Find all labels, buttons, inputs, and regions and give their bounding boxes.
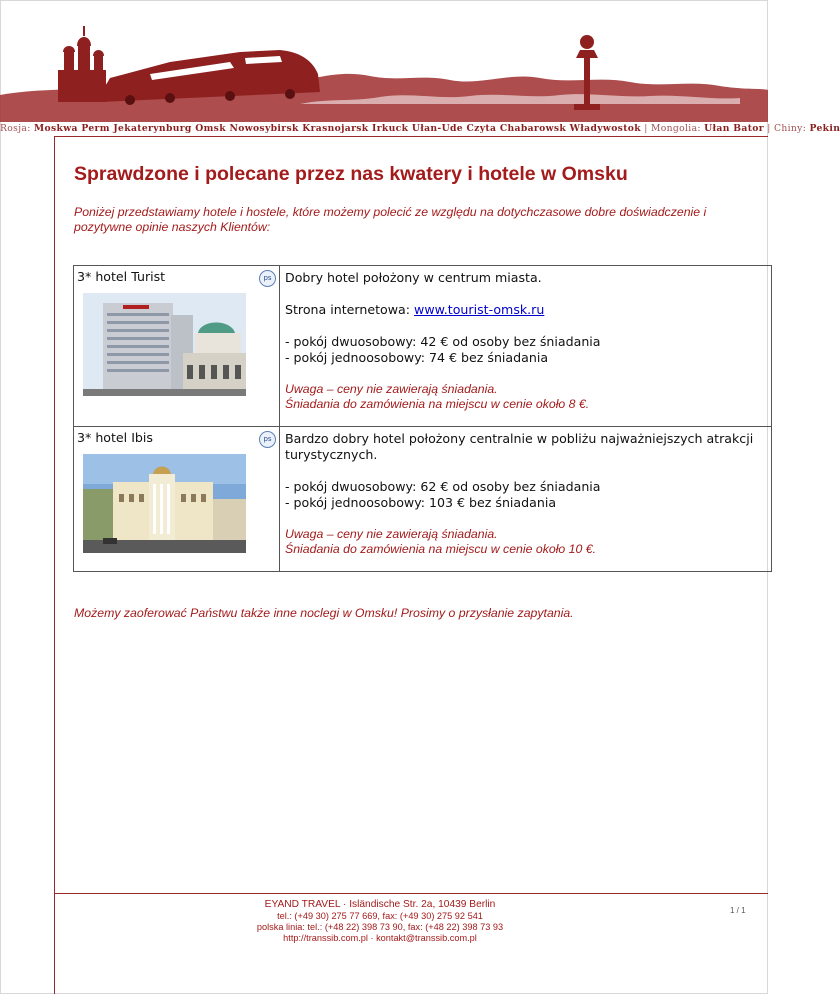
price-double: - pokój dwuosobowy: 62 € od osoby bez śniadania xyxy=(285,479,601,494)
price-note: Uwaga – ceny nie zawierają śniadania. xyxy=(285,527,498,541)
train-icon xyxy=(100,50,320,105)
hotel-name-cell xyxy=(74,427,280,572)
breakfast-note: Śniadania do zamówienia na miejscu w cenie około 8 €. xyxy=(285,397,590,411)
route-mongolia-label: Mongolia: xyxy=(651,123,701,134)
price-single: - pokój jednoosobowy: 103 € bez śniadania xyxy=(285,495,557,510)
ps-badge-icon: ps xyxy=(259,431,276,448)
hotel-website-line xyxy=(285,302,763,318)
hotel-website-link[interactable]: www.tourist-omsk.ru xyxy=(414,302,545,317)
banner-illustration xyxy=(0,0,768,122)
header-banner xyxy=(0,0,768,122)
hotel-summary: Bardzo dobry hotel położony centralnie w pobliżu najważniejszych atrakcji turystycznych. xyxy=(285,431,754,462)
route-bar xyxy=(0,122,840,135)
hotel-description xyxy=(285,270,763,412)
route-china-label: Chiny: xyxy=(773,123,807,134)
intro-text: Poniżej przedstawiamy hotele i hostele, które możemy polecić ze względu na dotychczasowe dobre doświadczenie i pozytywne opinie naszych Klientów: xyxy=(74,205,707,234)
hotel-description xyxy=(285,431,763,557)
breakfast-note: Śniadania do zamówienia na miejscu w cenie około 10 €. xyxy=(285,542,597,556)
website-label: Strona internetowa: xyxy=(285,302,410,317)
route-russia-label: Rosja: xyxy=(0,123,31,134)
route-china-cities: Pekin xyxy=(809,123,840,134)
page-number: 1 / 1 xyxy=(730,906,746,915)
hotel-name: 3* hotel Ibis xyxy=(77,430,153,445)
route-russia-cities: Moskwa Perm Jekaterynburg Omsk Nowosybirsk Krasnojarsk Irkuck Ułan-Ude Czyta Chabarowsk Władywostok xyxy=(33,123,641,134)
hotel-summary: Dobry hotel położony w centrum miasta. xyxy=(285,270,542,285)
hotel-name-cell xyxy=(74,266,280,427)
table-row xyxy=(74,427,772,572)
hotels-table xyxy=(73,265,772,572)
price-double: - pokój dwuosobowy: 42 € od osoby bez śniadania xyxy=(285,334,601,349)
table-row xyxy=(74,266,772,427)
route-separator: | xyxy=(644,123,648,134)
route-mongolia-cities: Ułan Bator xyxy=(704,123,764,134)
footer-polish-line: polska linia: tel.: (+48 22) 398 73 90, fax: (+48 22) 398 73 93 xyxy=(256,922,504,932)
hotel-details-cell xyxy=(263,266,772,427)
footer-phone: tel.: (+49 30) 275 77 669, fax: (+49 30) 275 92 541 xyxy=(277,911,483,921)
price-note: Uwaga – ceny nie zawierają śniadania. xyxy=(285,382,498,396)
footer-company: EYAND TRAVEL · Isländische Str. 2a, 10439 Berlin xyxy=(264,899,496,910)
page-title: Sprawdzone i polecane przez nas kwatery i hotele w Omsku xyxy=(74,163,628,185)
hotel-details-cell xyxy=(263,427,772,572)
kremlin-icon xyxy=(58,26,106,102)
hotel-ibis-photo xyxy=(83,454,246,553)
price-single: - pokój jednoosobowy: 74 € bez śniadania xyxy=(285,350,549,365)
offer-text: Możemy zaoferować Państwu także inne noclegi w Omsku! Prosimy o przysłanie zapytania. xyxy=(74,606,574,620)
footer-rule xyxy=(54,893,768,894)
ps-badge-icon: ps xyxy=(259,270,276,287)
hotel-turist-photo xyxy=(83,293,246,396)
footer-web: http://transsib.com.pl · kontakt@transsib.com.pl xyxy=(283,933,477,943)
footer xyxy=(180,899,580,944)
header-rule xyxy=(54,136,768,137)
hotel-name: 3* hotel Turist xyxy=(77,269,166,284)
route-separator: | xyxy=(767,123,771,134)
margin-rule xyxy=(54,136,55,994)
